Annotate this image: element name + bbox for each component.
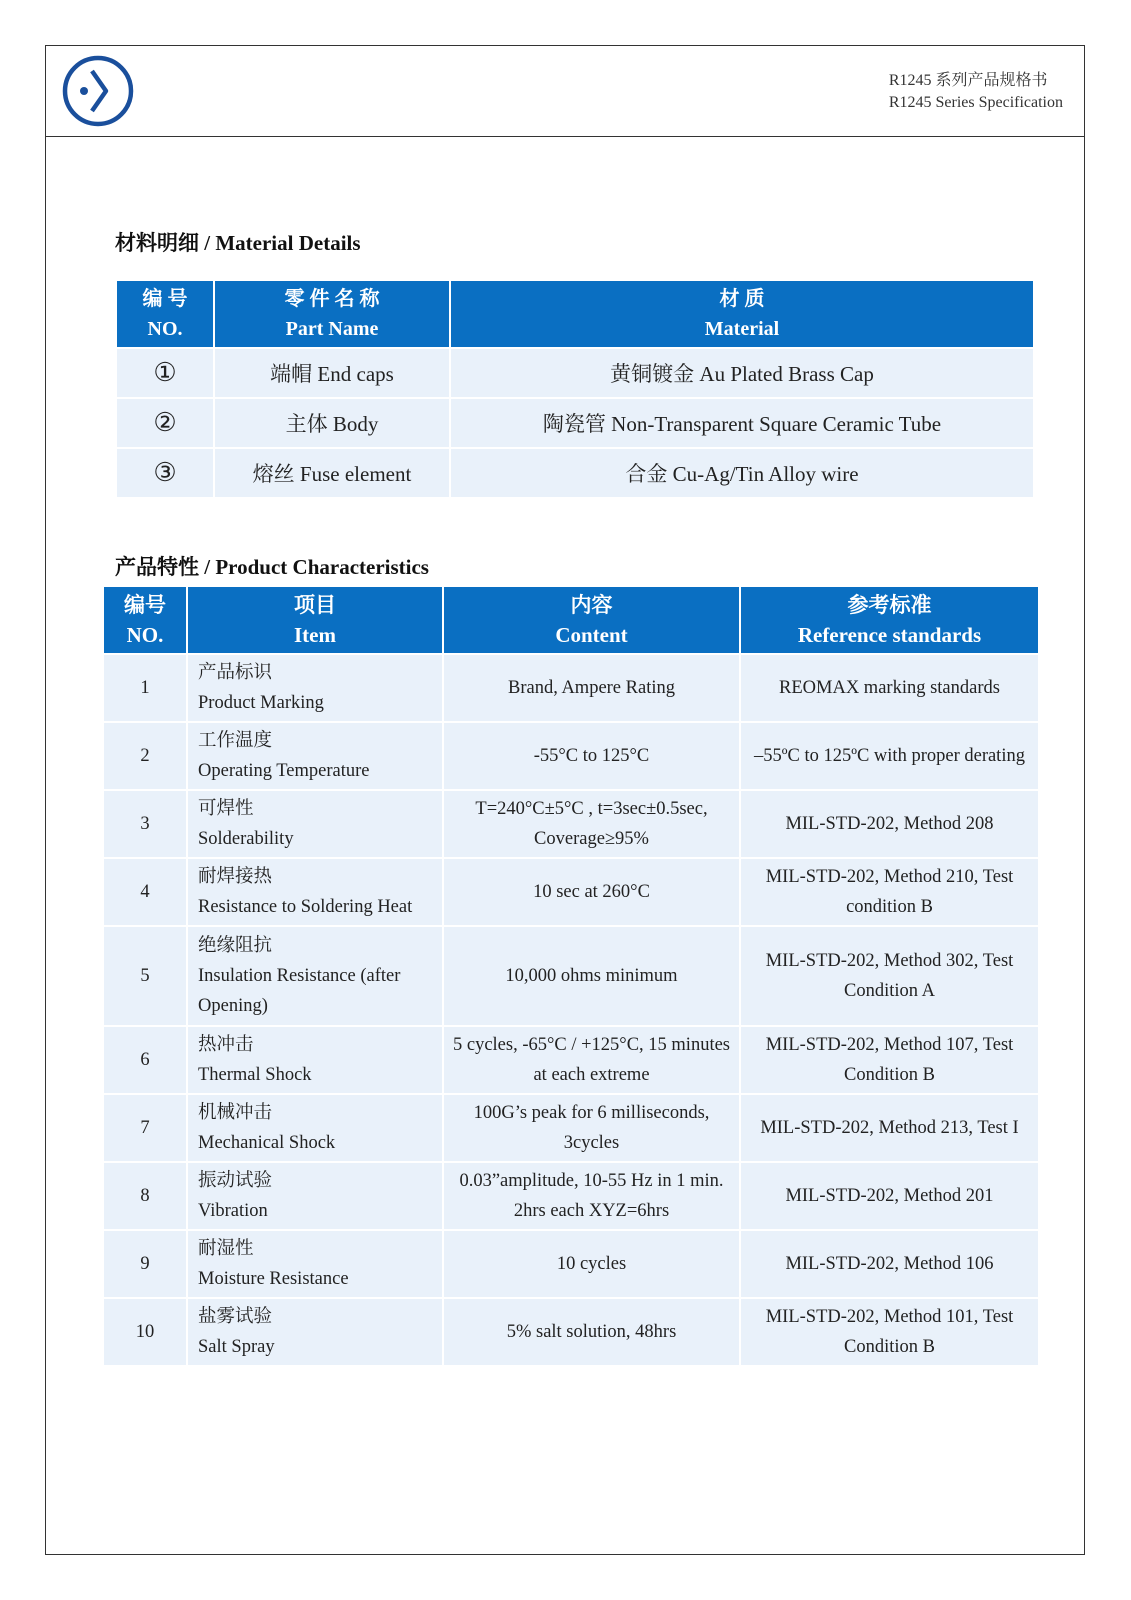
table-row [104, 721, 1038, 789]
table-row [104, 653, 1038, 721]
header-reference-standards: 参考标准 Reference standards [741, 587, 1038, 653]
row-standard: MIL-STD-202, Method 213, Test I [741, 1093, 1038, 1161]
row-no: 6 [104, 1025, 188, 1093]
row-item: 产品标识 Product Marking [188, 653, 444, 721]
row-standard: MIL-STD-202, Method 107, Test Condition B [741, 1025, 1038, 1093]
row-part: 熔丝 Fuse element [215, 447, 451, 497]
row-item: 热冲击 Thermal Shock [188, 1025, 444, 1093]
row-standard: MIL-STD-202, Method 208 [741, 789, 1038, 857]
row-standard: REOMAX marking standards [741, 653, 1038, 721]
row-item: 工作温度 Operating Temperature [188, 721, 444, 789]
material-section-title: 材料明细 / Material Details [115, 231, 361, 255]
row-part: 主体 Body [215, 397, 451, 447]
header-material: 材 质 Material [451, 281, 1033, 347]
row-no: 5 [104, 925, 188, 1025]
row-standard: MIL-STD-202, Method 106 [741, 1229, 1038, 1297]
characteristics-section-title: 产品特性 / Product Characteristics [115, 555, 429, 579]
row-no: 10 [104, 1297, 188, 1365]
row-standard: MIL-STD-202, Method 210, Test condition B [741, 857, 1038, 925]
row-material: 黄铜镀金 Au Plated Brass Cap [451, 347, 1033, 397]
row-no: 9 [104, 1229, 188, 1297]
row-content: 10 cycles [444, 1229, 741, 1297]
row-no: ③ [117, 447, 215, 497]
header-no: 编号 NO. [104, 587, 188, 653]
table-row [104, 1025, 1038, 1093]
row-standard: MIL-STD-202, Method 201 [741, 1161, 1038, 1229]
table-row [104, 925, 1038, 1025]
table-row [117, 347, 1033, 397]
header-part-name: 零 件 名 称 Part Name [215, 281, 451, 347]
title-en: R1245 Series Specification [888, 94, 1063, 111]
title-cn: R1245 系列产品规格书 [888, 72, 1048, 89]
company-logo-icon [62, 55, 134, 127]
row-content: 0.03”amplitude, 10-55 Hz in 1 min. 2hrs each XYZ=6hrs [444, 1161, 741, 1229]
row-content: 10 sec at 260°C [444, 857, 741, 925]
row-content: 5 cycles, -65°C / +125°C, 15 minutes at each extreme [444, 1025, 741, 1093]
row-content: 5% salt solution, 48hrs [444, 1297, 741, 1365]
row-standard: MIL-STD-202, Method 101, Test Condition B [741, 1297, 1038, 1365]
material-table [117, 281, 1033, 497]
characteristics-header-row [104, 587, 1038, 653]
row-content: T=240°C±5°C , t=3sec±0.5sec, Coverage≥95% [444, 789, 741, 857]
row-item: 盐雾试验 Salt Spray [188, 1297, 444, 1365]
table-row [104, 789, 1038, 857]
row-material: 陶瓷管 Non-Transparent Square Ceramic Tube [451, 397, 1033, 447]
table-row [104, 1297, 1038, 1365]
header-divider [45, 136, 1085, 137]
row-item: 耐焊接热 Resistance to Soldering Heat [188, 857, 444, 925]
table-row [104, 1161, 1038, 1229]
table-row [104, 857, 1038, 925]
row-item: 绝缘阻抗 Insulation Resistance (after Opening) [188, 925, 444, 1025]
material-header-row [117, 281, 1033, 347]
row-content: 10,000 ohms minimum [444, 925, 741, 1025]
row-material: 合金 Cu-Ag/Tin Alloy wire [451, 447, 1033, 497]
header-item: 项目 Item [188, 587, 444, 653]
row-item: 可焊性 Solderability [188, 789, 444, 857]
table-row [117, 447, 1033, 497]
row-no: 8 [104, 1161, 188, 1229]
row-item: 耐湿性 Moisture Resistance [188, 1229, 444, 1297]
document-title [889, 70, 1063, 114]
header-no: 编 号 NO. [117, 281, 215, 347]
row-content: 100G’s peak for 6 milliseconds, 3cycles [444, 1093, 741, 1161]
row-item: 机械冲击 Mechanical Shock [188, 1093, 444, 1161]
row-content: Brand, Ampere Rating [444, 653, 741, 721]
characteristics-table [104, 587, 1038, 1365]
row-no: 3 [104, 789, 188, 857]
row-no: ② [117, 397, 215, 447]
row-standard: –55ºC to 125ºC with proper derating [741, 721, 1038, 789]
row-no: 7 [104, 1093, 188, 1161]
row-part: 端帽 End caps [215, 347, 451, 397]
header-content: 内容 Content [444, 587, 741, 653]
row-item: 振动试验 Vibration [188, 1161, 444, 1229]
table-row [104, 1229, 1038, 1297]
table-row [117, 397, 1033, 447]
table-row [104, 1093, 1038, 1161]
row-no: ① [117, 347, 215, 397]
row-no: 1 [104, 653, 188, 721]
row-standard: MIL-STD-202, Method 302, Test Condition A [741, 925, 1038, 1025]
row-content: -55°C to 125°C [444, 721, 741, 789]
row-no: 2 [104, 721, 188, 789]
row-no: 4 [104, 857, 188, 925]
